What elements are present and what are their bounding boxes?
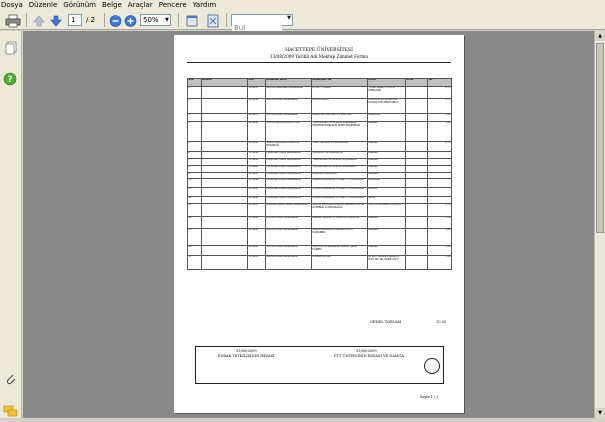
table-cell: SOSYAL GÜVENLİK KURUMU ANKARA SOSYAL GÜVENLİK İL MÜDÜRLÜĞÜ	[312, 204, 368, 217]
table-cell	[428, 197, 452, 204]
table-cell	[406, 188, 428, 197]
table-cell: 8	[188, 166, 202, 173]
table-cell: REKTÖR İDARE BAŞKANLIĞI	[266, 217, 312, 229]
table-cell: 6	[188, 152, 202, 159]
vertical-scrollbar[interactable]	[594, 31, 605, 418]
table-cell: REKTÖR İDARE BAŞKANLIĞI	[266, 229, 312, 246]
table-cell	[406, 256, 428, 270]
attachments-button[interactable]	[4, 371, 18, 385]
table-cell	[406, 152, 428, 159]
table-cell: 0.75	[428, 204, 452, 217]
table-cell	[202, 217, 248, 229]
table-cell: PERSONEL DAİRE BAŞKANLIĞI	[266, 179, 312, 188]
table-cell	[202, 166, 248, 173]
table-row	[188, 204, 452, 217]
table-cell: ANKARA	[368, 159, 406, 166]
total-label: GENEL TOPLAM	[370, 320, 402, 324]
table-cell: PERSONEL DAİRE BAŞKANLIĞI	[266, 159, 312, 166]
table-cell	[406, 87, 428, 99]
table-cell: ANKARA	[368, 229, 406, 246]
fit-width-icon	[185, 14, 199, 28]
table-cell	[202, 142, 248, 152]
table-cell	[406, 229, 428, 246]
zoom-in-button[interactable]	[124, 13, 137, 27]
table-header-row	[188, 79, 452, 87]
table-cell: 12	[188, 197, 202, 204]
menu-document[interactable]: Belge	[101, 1, 122, 9]
menu-edit[interactable]: Düzenle	[28, 1, 58, 9]
table-cell: 33-4846	[248, 197, 266, 204]
table-cell: 11	[188, 188, 202, 197]
menu-file[interactable]: Dosya	[1, 1, 23, 9]
table-cell	[428, 188, 452, 197]
pages-panel-button[interactable]	[4, 40, 18, 54]
fit-width-button[interactable]	[185, 13, 199, 27]
help-icon	[3, 72, 17, 86]
arrow-up-icon	[32, 14, 46, 28]
table-cell: REKTÖR İDARE BAŞKANLIĞI	[266, 99, 312, 114]
table-cell: 33-4847	[248, 204, 266, 217]
toolbar	[0, 10, 605, 30]
table-cell: 2	[188, 99, 202, 114]
signature-right-label: PTT ÜNİTESİNİN İMZASI VE DAMGA	[334, 354, 404, 358]
table-cell	[202, 246, 248, 256]
table-cell: ANKARA	[368, 173, 406, 179]
table-cell: 33-4837	[248, 114, 266, 122]
table-row	[188, 229, 452, 246]
table-cell: TÜRK TELEKOM İL MÜDÜRLÜĞÜ	[312, 142, 368, 152]
date-right: 13/08/2009	[356, 349, 377, 353]
table-cell	[428, 179, 452, 188]
table-cell: 17	[188, 256, 202, 270]
table-cell: İÇİŞLERİ BAKANLIĞI İL EMNİYET MÜDÜRLÜĞÜ	[312, 188, 368, 197]
table-cell: 1.10	[428, 229, 452, 246]
table-header-cell: Sıra	[248, 79, 266, 87]
table-cell	[202, 179, 248, 188]
table-cell: YÜKSEKÖĞRETİM KURULU BAŞKANLIĞI	[312, 166, 368, 173]
table-row	[188, 122, 452, 142]
table-row	[188, 99, 452, 114]
table-row	[188, 142, 452, 152]
help-button[interactable]	[3, 71, 17, 85]
table-cell: PERSONEL DAİRE BAŞKANLIĞI	[266, 188, 312, 197]
table-cell: REKTÖR İDARE BAŞKANLIĞI	[266, 246, 312, 256]
table-cell: DEVLET CADDESİ KADIKÖY MAH. NO 161 DAİRE ATP 3	[368, 256, 406, 270]
table-cell: PERSONEL DAİRE BAŞKANLIĞI	[266, 197, 312, 204]
svg-text:?: ?	[7, 75, 13, 85]
table-cell: YÜKSEKÖĞRETİM KURULU BAŞKANLIĞI	[312, 159, 368, 166]
table-header-cell: Gönderen Birim	[266, 79, 312, 87]
scroll-thumb[interactable]	[596, 43, 604, 233]
table-cell: 33-4851	[248, 256, 266, 270]
table-cell: DIŞİŞLERİ BAKANLIĞI	[312, 173, 368, 179]
table-cell: CUMHURİYET MAHALLESİ GÜLPAŞ SOK AMNİ KONUT	[368, 99, 406, 114]
table-cell: ÇEKMEKÖY KAYMAKAMLIĞI	[312, 152, 368, 159]
table-cell: ÖĞRENCİ İŞLERİ DAİRE BAŞKANLIĞI	[266, 204, 312, 217]
comments-button[interactable]	[3, 403, 18, 417]
menu-view[interactable]: Görünüm	[63, 1, 96, 9]
print-button[interactable]	[5, 13, 21, 27]
table-cell: 33-4842	[248, 166, 266, 173]
table-cell: YÜKSEKÖĞRETİM KURULU BAŞKANLIĞI ÜNİVERSİTELERARASI KURUL BAŞKANLIĞI	[312, 122, 368, 142]
stamp-circle	[424, 358, 440, 374]
table-cell: 9	[188, 173, 202, 179]
table-header-cell: Barkod	[202, 79, 248, 87]
table-cell: MİLLİ EĞİTİM BAKANLIĞI SAĞLIK İŞLERİ DAİRESİ	[312, 246, 368, 256]
table-cell: ANKARA	[368, 152, 406, 159]
table-cell	[202, 87, 248, 99]
table-cell: 0.75	[428, 87, 452, 99]
table-cell: ANKARA VALİLİĞİ İL SAĞLIK MÜDÜRLÜĞÜ	[312, 217, 368, 229]
table-cell: PERSONEL DAİRE BAŞKANLIĞI	[266, 173, 312, 179]
table-cell	[406, 142, 428, 152]
previous-page-button[interactable]	[32, 13, 46, 27]
pdf-page	[174, 35, 464, 413]
date-left: 13/08/2009	[236, 349, 257, 353]
zoom-value: 50%	[143, 16, 159, 24]
menu-window[interactable]: Pencere	[158, 1, 187, 9]
table-cell: 33-4844	[248, 179, 266, 188]
document-subtitle: 13/08/2009 Tarihli Adi Mektup Zimmet Formu	[269, 54, 369, 59]
table-row	[188, 166, 452, 173]
table-cell: DOĞAN SOSYAL	[312, 256, 368, 270]
table-cell: ANKARA	[368, 142, 406, 152]
scroll-up-button[interactable]: ▲	[595, 31, 605, 41]
table-cell: 13	[188, 204, 202, 217]
table-row	[188, 114, 452, 122]
table-cell: KURŞEHİR CUMHURİYET SAVCILIĞI	[312, 114, 368, 122]
table-cell: 1.10	[428, 256, 452, 270]
table-cell: 33-4835	[248, 87, 266, 99]
table-row	[188, 159, 452, 166]
table-cell: SOSYAL GÜVENLİK MERKEZİ	[368, 204, 406, 217]
toolbar-separator	[226, 13, 227, 27]
table-cell: T-KTAP SANAYİ L İSTESİ İRTİBAHAN	[368, 87, 406, 99]
table-cell: KURŞEHİR	[368, 114, 406, 122]
table-cell: 5	[188, 142, 202, 152]
table-cell: SOSYAL BİLİMLER ENSTİTÜSÜ	[266, 122, 312, 142]
table-row	[188, 188, 452, 197]
table-cell	[406, 217, 428, 229]
table-header-cell: Tut	[428, 79, 452, 87]
table-cell: BİLECİK	[368, 188, 406, 197]
table-row	[188, 87, 452, 99]
table-cell	[202, 122, 248, 142]
table-cell: 1.10	[428, 246, 452, 256]
table-cell: ANKARA	[368, 166, 406, 173]
table-header-cell: Sıra	[188, 79, 202, 87]
table-cell: REKTÖR İDARE BAŞKANLIĞI	[266, 256, 312, 270]
table-cell: 14	[188, 217, 202, 229]
table-cell: 0.75	[428, 99, 452, 114]
menu-tools[interactable]: Araçlar	[127, 1, 153, 9]
menu-help[interactable]: Yardım	[192, 1, 217, 9]
table-cell: 33-4839	[248, 142, 266, 152]
next-page-button[interactable]	[49, 13, 63, 27]
table-cell	[202, 204, 248, 217]
zoom-out-icon	[109, 14, 122, 28]
chevron-down-icon: ▼	[165, 17, 169, 23]
table-cell	[202, 114, 248, 122]
table-cell: ANKARA	[368, 246, 406, 256]
table-cell: NECATİ BASUL	[312, 99, 368, 114]
table-cell: SAĞLIK BAKANLIĞI ANKARA DEVLET HASTANESİ	[312, 229, 368, 246]
table-cell: 3	[188, 114, 202, 122]
zoom-select[interactable]	[140, 14, 171, 26]
paperclip-icon	[4, 372, 18, 386]
document-university: HACETTEPE ÜNİVERSİTESİ	[285, 48, 353, 53]
table-cell	[406, 204, 428, 217]
table-cell	[202, 188, 248, 197]
table-cell	[202, 229, 248, 246]
table-cell: İÇİŞLERİ BAKANLIĞI İL EMNİYET MÜDÜRLÜĞÜ	[312, 179, 368, 188]
table-cell: 0.75	[428, 142, 452, 152]
table-cell	[202, 159, 248, 166]
table-header-cell: Ücret	[406, 79, 428, 87]
table-cell: SAĞLIK BİLİMLERİ FAKÜLTESİ DEKANLIĞI	[266, 142, 312, 152]
table-cell: BALIKESİR	[368, 179, 406, 188]
table-cell: DEVLET DOĞAN	[312, 87, 368, 99]
table-cell	[406, 99, 428, 114]
table-cell: 1.10	[428, 114, 452, 122]
signature-box	[195, 346, 444, 384]
table-cell	[202, 152, 248, 159]
menu-bar	[0, 0, 605, 10]
table-cell: 33-4843	[248, 173, 266, 179]
fit-page-button[interactable]	[206, 13, 220, 27]
table-cell: 1.10	[428, 217, 452, 229]
search-field[interactable]	[231, 14, 293, 26]
table-cell: 10	[188, 179, 202, 188]
table-cell: REKTÖR İNAKTANRİ BAŞKANLIĞI	[266, 87, 312, 99]
navigation-pane	[0, 31, 22, 418]
table-header-cell: Gönderilen Yer	[312, 79, 368, 87]
table-cell: PERSONEL DAİRE BAŞKANLIĞI	[266, 152, 312, 159]
fit-page-icon	[206, 14, 220, 28]
zimmet-table	[187, 78, 452, 270]
table-row	[188, 217, 452, 229]
table-cell: 7	[188, 159, 202, 166]
table-cell: 15	[188, 229, 202, 246]
table-cell: İÇİŞLERİ BAKANLIĞI İL EMNİYET MÜDÜRLÜĞÜ	[312, 197, 368, 204]
table-cell: 33-4841	[248, 159, 266, 166]
table-cell: ANKARA	[368, 122, 406, 142]
table-cell	[406, 159, 428, 166]
signature-left-label: EVRAK YETKİLİSİNİN İMZASI	[218, 354, 275, 358]
table-row	[188, 256, 452, 270]
page-total: / 2	[86, 16, 96, 24]
table-cell: 33-4840	[248, 152, 266, 159]
table-cell: 33-4849	[248, 229, 266, 246]
table-cell	[406, 197, 428, 204]
table-cell: REKTÖR İDARE BAŞKANLIĞI	[266, 114, 312, 122]
table-cell	[406, 179, 428, 188]
toolbar-separator	[104, 13, 105, 27]
table-cell: 1	[188, 87, 202, 99]
table-cell: 1.60	[428, 122, 452, 142]
document-viewer[interactable]	[23, 31, 594, 418]
table-cell: 33-4848	[248, 217, 266, 229]
scroll-down-button[interactable]: ▼	[595, 408, 605, 418]
table-header-cell: Adres	[368, 79, 406, 87]
table-cell: 33-4838	[248, 122, 266, 142]
zoom-in-icon	[124, 14, 137, 28]
table-cell	[406, 114, 428, 122]
total-value: 10.55	[436, 320, 447, 324]
table-cell	[428, 152, 452, 159]
table-row	[188, 197, 452, 204]
table-row	[188, 246, 452, 256]
table-cell: PERSONEL DAİRE BAŞKANLIĞI	[266, 166, 312, 173]
table-cell	[406, 246, 428, 256]
table-cell	[406, 166, 428, 173]
zoom-out-button[interactable]	[109, 13, 122, 27]
table-cell: 33-4850	[248, 246, 266, 256]
pages-icon	[4, 41, 18, 55]
page-footer: Sayfa 1 / 2	[420, 395, 439, 399]
table-cell	[406, 122, 428, 142]
table-cell: SİNOP	[368, 197, 406, 204]
search-dropdown-icon[interactable]: ▼	[287, 15, 291, 21]
page-number-input[interactable]	[68, 14, 82, 26]
table-cell	[202, 99, 248, 114]
table-cell	[202, 197, 248, 204]
table-cell: 4	[188, 122, 202, 142]
toolbar-separator	[26, 13, 27, 27]
table-cell: ANKARA	[368, 217, 406, 229]
table-row	[188, 179, 452, 188]
printer-icon	[5, 14, 21, 28]
title-rule	[187, 62, 451, 63]
table-cell: 33-4845	[248, 188, 266, 197]
table-row	[188, 152, 452, 159]
comments-icon	[3, 404, 18, 418]
arrow-down-icon	[49, 14, 63, 28]
table-cell: 33-4836	[248, 99, 266, 114]
table-cell: 16	[188, 246, 202, 256]
table-cell	[202, 256, 248, 270]
table-cell	[428, 159, 452, 166]
table-cell	[428, 166, 452, 173]
toolbar-separator	[178, 13, 179, 27]
